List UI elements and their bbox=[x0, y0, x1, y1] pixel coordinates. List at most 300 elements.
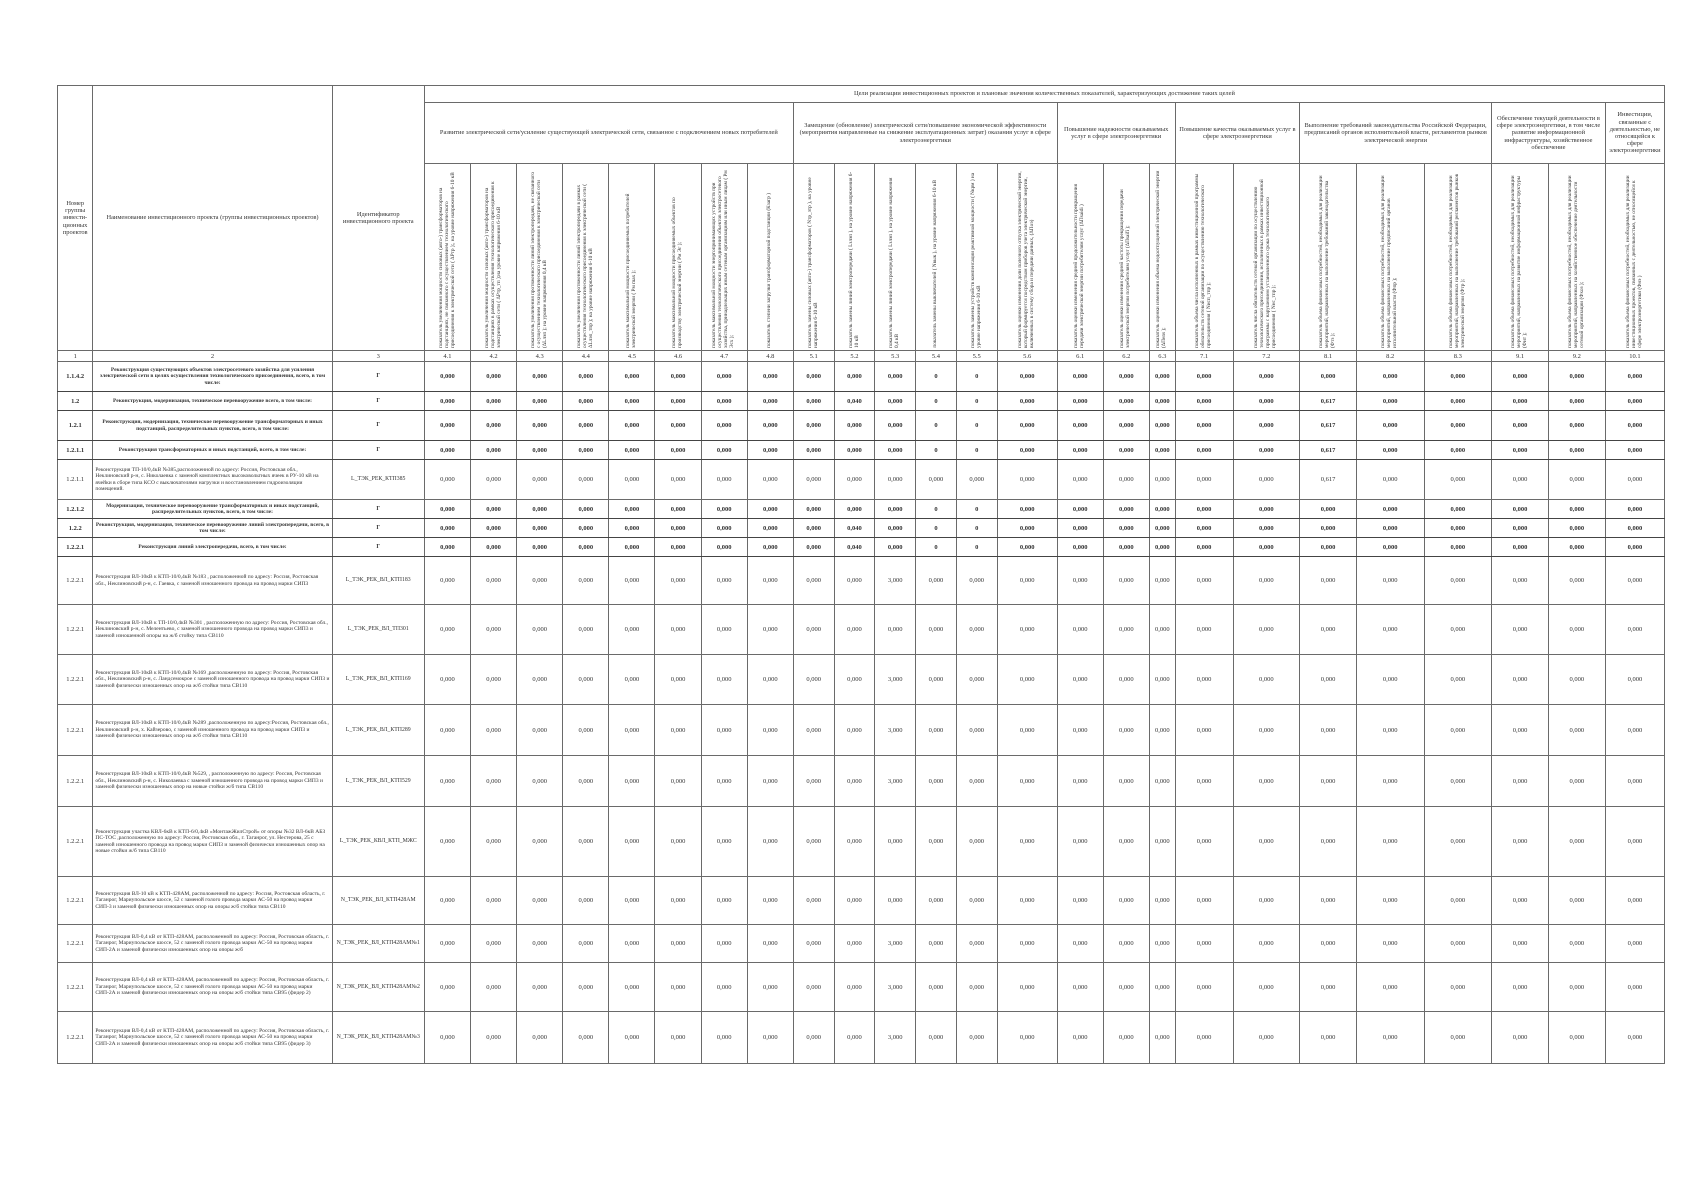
row-project-id: Г bbox=[332, 441, 424, 460]
row-value-cell: 0,000 bbox=[1605, 925, 1664, 963]
header-goal-group: Повышение качества оказываемых услуг в сфере электроэнергетики bbox=[1175, 103, 1299, 164]
row-value-cell: 0,000 bbox=[1233, 925, 1300, 963]
row-value-cell: 0,000 bbox=[701, 756, 747, 807]
row-value-cell: 0,040 bbox=[834, 392, 875, 411]
row-value-cell: 0,000 bbox=[956, 705, 997, 756]
row-value-cell: 0,000 bbox=[1548, 519, 1605, 538]
row-value-cell: 0 bbox=[916, 519, 957, 538]
header-indicator-cell bbox=[1103, 164, 1149, 351]
row-value-cell: 0,000 bbox=[793, 519, 834, 538]
row-value-cell: 0,000 bbox=[1233, 392, 1300, 411]
row-value-cell: 0,000 bbox=[1300, 756, 1357, 807]
row-value-cell: 0,000 bbox=[609, 705, 655, 756]
row-value-cell: 0,000 bbox=[655, 807, 701, 877]
row-value-cell: 0,000 bbox=[1103, 807, 1149, 877]
row-value-cell: 0,000 bbox=[701, 705, 747, 756]
row-value-cell: 0,000 bbox=[875, 460, 916, 500]
row-value-cell: 0,000 bbox=[1233, 655, 1300, 705]
header-indicator-label: показатель замены линий электропередачи ( Lзлэп ), на уровне напряжения 6-10 кВ bbox=[847, 171, 860, 348]
row-value-cell: 0,000 bbox=[424, 655, 470, 705]
row-value-cell: 0 bbox=[956, 411, 997, 441]
row-value-cell: 0,000 bbox=[997, 411, 1057, 441]
row-value-cell: 0,000 bbox=[655, 441, 701, 460]
row-value-cell: 0,000 bbox=[1356, 519, 1424, 538]
row-value-cell: 0,000 bbox=[424, 362, 470, 392]
column-number: 9.2 bbox=[1548, 351, 1605, 362]
row-value-cell: 0,000 bbox=[424, 1012, 470, 1064]
column-number: 2 bbox=[93, 351, 332, 362]
row-value-cell: 0,000 bbox=[1057, 538, 1103, 557]
row-value-cell: 0,000 bbox=[834, 500, 875, 519]
row-value-cell: 0 bbox=[956, 519, 997, 538]
row-value-cell: 0,000 bbox=[609, 557, 655, 605]
row-value-cell: 0,000 bbox=[1057, 557, 1103, 605]
row-group-number: 1.2.1.2 bbox=[58, 500, 93, 519]
row-project-name: Реконструкция ВЛ-10 кВ к КТП-428АМ, расположенной по адресу: Россия, Ростовская область, г. Таганрог, Мариупольское шоссе, 52 с заменой голого провода марки АС-50 на провод марки СИП-3 и заменой физически изношенных опор на опоры ж/б стойки типа СВ110 bbox=[93, 877, 332, 925]
row-value-cell: 0,000 bbox=[1424, 605, 1492, 655]
row-value-cell: 0,000 bbox=[1057, 756, 1103, 807]
row-value-cell: 0 bbox=[956, 362, 997, 392]
row-value-cell: 0,000 bbox=[916, 605, 957, 655]
row-value-cell: 0,000 bbox=[1548, 362, 1605, 392]
row-value-cell: 0,000 bbox=[655, 605, 701, 655]
row-value-cell: 0 bbox=[916, 362, 957, 392]
row-value-cell: 0,000 bbox=[1057, 605, 1103, 655]
row-value-cell: 0,000 bbox=[1424, 538, 1492, 557]
row-value-cell: 0,000 bbox=[956, 655, 997, 705]
row-value-cell: 0,000 bbox=[747, 925, 793, 963]
header-indicator-cell bbox=[609, 164, 655, 351]
row-value-cell: 0,000 bbox=[1103, 411, 1149, 441]
row-project-name: Реконструкция ТП-10/0,4кВ №385,расположенной по адресу: Россия, Ростовская обл., Неклиновский р-н, с. Николаевка с заменой комплектных высоковольтных ячеек в РУ-10 кВ на ячейки в сборе типа КСО с выключателями нагрузки и восстановлением гидроизоляции помещений. bbox=[93, 460, 332, 500]
row-value-cell: 0,000 bbox=[1605, 655, 1664, 705]
row-value-cell: 0,000 bbox=[834, 655, 875, 705]
row-value-cell: 0,000 bbox=[793, 392, 834, 411]
row-value-cell: 0,000 bbox=[875, 807, 916, 877]
row-value-cell: 0,000 bbox=[875, 605, 916, 655]
row-project-id: N_ТЭК_РЕК_ВЛ_КТП428АМ№3 bbox=[332, 1012, 424, 1064]
row-value-cell: 0,000 bbox=[1300, 362, 1357, 392]
row-value-cell: 0,000 bbox=[1103, 538, 1149, 557]
row-value-cell: 0,000 bbox=[424, 877, 470, 925]
row-value-cell: 0,000 bbox=[701, 441, 747, 460]
row-value-cell: 0,000 bbox=[655, 500, 701, 519]
row-value-cell: 0,000 bbox=[834, 1012, 875, 1064]
header-indicator-label: показатель максимальной мощности энергопринимающих устройств при осуществлении технологического присоединения объектов электросетевого хозяйства, принадлежащих иным сетевым организациям или иным лицам ( Pм Эсх ); bbox=[711, 170, 736, 348]
row-value-cell: 0,000 bbox=[424, 705, 470, 756]
row-value-cell: 0,000 bbox=[517, 500, 563, 519]
row-value-cell: 0,000 bbox=[424, 557, 470, 605]
row-value-cell: 0,000 bbox=[1548, 460, 1605, 500]
row-value-cell: 0,000 bbox=[793, 655, 834, 705]
row-value-cell: 0,000 bbox=[655, 705, 701, 756]
row-value-cell: 0,000 bbox=[701, 963, 747, 1012]
row-value-cell: 0,000 bbox=[1548, 500, 1605, 519]
row-group-number: 1.2.2.1 bbox=[58, 963, 93, 1012]
row-value-cell: 0,000 bbox=[1103, 362, 1149, 392]
column-number: 4.8 bbox=[747, 351, 793, 362]
row-value-cell: 0,000 bbox=[1605, 1012, 1664, 1064]
row-value-cell: 0,000 bbox=[609, 605, 655, 655]
row-value-cell: 0,000 bbox=[1424, 519, 1492, 538]
row-value-cell: 0,000 bbox=[1605, 500, 1664, 519]
row-value-cell: 0,000 bbox=[1605, 557, 1664, 605]
row-value-cell: 0,000 bbox=[834, 411, 875, 441]
row-value-cell: 0,000 bbox=[470, 441, 516, 460]
row-value-cell: 0,000 bbox=[793, 963, 834, 1012]
row-value-cell: 0,000 bbox=[1424, 925, 1492, 963]
column-number: 5.2 bbox=[834, 351, 875, 362]
column-number: 4.5 bbox=[609, 351, 655, 362]
header-indicator-label: показатель объема финансовых потребностей, необходимых для реализации мероприятий, направленных на хозяйственное обеспечение деятельности сетевой организации (Фхоз ); bbox=[1566, 175, 1585, 348]
header-indicator-label: показатель объема финансовых потребностей, необходимых для реализации мероприятий, направленных на выполнение предписаний органов исполнительной власти (Фпр ); bbox=[1380, 175, 1399, 348]
row-value-cell: 0,000 bbox=[1300, 925, 1357, 963]
table-row bbox=[58, 1012, 1665, 1064]
row-value-cell: 0,000 bbox=[1057, 362, 1103, 392]
row-value-cell: 0,000 bbox=[1605, 362, 1664, 392]
row-value-cell: 0,000 bbox=[1300, 557, 1357, 605]
row-value-cell: 0,000 bbox=[997, 441, 1057, 460]
header-goal-group: Замещение (обновление) электрической сети/повышение экономической эффективности (мероприятия направленные на снижение эксплуатационных затрат) оказания услуг в сфере электроэнергетики bbox=[793, 103, 1057, 164]
table-row bbox=[58, 705, 1665, 756]
header-indicator-label: показатель увеличения протяженности линий электропередачи, не связанного с осуществлением технологического присоединения к электрической сети (ΔLлэп ); на уровне напряжения 0,4 кВ bbox=[529, 172, 548, 348]
row-value-cell: 0,000 bbox=[563, 925, 609, 963]
row-value-cell: 0,000 bbox=[701, 877, 747, 925]
column-number: 5.1 bbox=[793, 351, 834, 362]
row-value-cell: 0,000 bbox=[609, 655, 655, 705]
row-project-id: L_ТЭК_РЕК_ВЛ_КТП183 bbox=[332, 557, 424, 605]
row-value-cell: 0,000 bbox=[470, 500, 516, 519]
row-value-cell: 0,000 bbox=[1424, 557, 1492, 605]
row-value-cell: 0,000 bbox=[424, 392, 470, 411]
row-project-id: L_ТЭК_РЕК_ВЛ_КТП289 bbox=[332, 705, 424, 756]
row-value-cell: 0,000 bbox=[1548, 705, 1605, 756]
row-value-cell: 0,000 bbox=[793, 705, 834, 756]
row-value-cell: 0,000 bbox=[1300, 1012, 1357, 1064]
column-number: 4.6 bbox=[655, 351, 701, 362]
header-indicator-label: показатель объема финансовых потребностей, необходимых для реализации инвестиционных проектов, связанных с деятельностью, не относящейся к сфере электроэнергетики (Фнэ ) bbox=[1625, 175, 1643, 348]
row-group-number: 1.2.2.1 bbox=[58, 605, 93, 655]
row-value-cell: 0,000 bbox=[609, 1012, 655, 1064]
row-value-cell: 0,000 bbox=[793, 441, 834, 460]
row-value-cell: 0,000 bbox=[1057, 1012, 1103, 1064]
row-value-cell: 0,000 bbox=[1057, 705, 1103, 756]
header-indicator-cell bbox=[916, 164, 957, 351]
row-value-cell: 0,000 bbox=[1424, 877, 1492, 925]
header-indicator-cell bbox=[655, 164, 701, 351]
row-value-cell: 0,000 bbox=[997, 756, 1057, 807]
header-indicator-label: показатель объема финансовых потребностей, необходимых для реализации мероприятий, направленных на выполнение требований законодательства (Фтз ); bbox=[1318, 175, 1336, 348]
row-value-cell: 0,000 bbox=[1233, 538, 1300, 557]
row-value-cell: 0,000 bbox=[609, 392, 655, 411]
row-project-name: Реконструкция трансформаторных и иных подстанций, всего, в том числе: bbox=[93, 441, 332, 460]
row-value-cell: 0,000 bbox=[470, 362, 516, 392]
row-group-number: 1.2.1.1 bbox=[58, 441, 93, 460]
row-value-cell: 0,000 bbox=[1149, 519, 1175, 538]
column-number: 5.3 bbox=[875, 351, 916, 362]
row-value-cell: 0 bbox=[916, 392, 957, 411]
row-value-cell: 0,000 bbox=[1103, 877, 1149, 925]
row-value-cell: 0,000 bbox=[1548, 925, 1605, 963]
header-indicator-cell bbox=[1605, 164, 1664, 351]
row-project-id: Г bbox=[332, 538, 424, 557]
row-value-cell: 3,000 bbox=[875, 1012, 916, 1064]
row-value-cell: 0,000 bbox=[1103, 963, 1149, 1012]
header-project-name: Наименование инвестиционного проекта (группы инвестиционных проектов) bbox=[93, 86, 332, 351]
column-number: 5.6 bbox=[997, 351, 1057, 362]
row-value-cell: 0,000 bbox=[1356, 557, 1424, 605]
row-value-cell: 0,000 bbox=[701, 392, 747, 411]
header-indicator-label: показатель оценки изменения объема недоотпущенной электрической энергии (ΔПens ); bbox=[1155, 170, 1168, 348]
row-value-cell: 0,000 bbox=[875, 411, 916, 441]
row-value-cell: 0,000 bbox=[517, 441, 563, 460]
row-value-cell: 0,000 bbox=[1175, 756, 1233, 807]
row-value-cell: 0,000 bbox=[1149, 1012, 1175, 1064]
row-value-cell: 0,000 bbox=[747, 705, 793, 756]
row-value-cell: 0,000 bbox=[1605, 877, 1664, 925]
row-value-cell: 0,000 bbox=[1233, 460, 1300, 500]
row-value-cell: 0,000 bbox=[655, 655, 701, 705]
table-row bbox=[58, 557, 1665, 605]
row-group-number: 1.2.1.1 bbox=[58, 460, 93, 500]
row-value-cell: 0,000 bbox=[1548, 441, 1605, 460]
row-value-cell: 0,000 bbox=[1149, 963, 1175, 1012]
row-value-cell: 0,000 bbox=[834, 460, 875, 500]
row-value-cell: 0,000 bbox=[1492, 925, 1549, 963]
row-project-name: Реконструкция существующих объектов электросетевого хозяйства для усиления электрической сети в целях осуществления технологического присоединения, всего, в том числе: bbox=[93, 362, 332, 392]
row-value-cell: 0,000 bbox=[1103, 460, 1149, 500]
row-value-cell: 0,000 bbox=[1548, 1012, 1605, 1064]
row-value-cell: 0,000 bbox=[1233, 605, 1300, 655]
table-row bbox=[58, 441, 1665, 460]
row-value-cell: 0 bbox=[916, 441, 957, 460]
row-value-cell: 0,000 bbox=[875, 441, 916, 460]
row-value-cell: 0,000 bbox=[875, 877, 916, 925]
row-value-cell: 0,000 bbox=[517, 877, 563, 925]
row-value-cell: 0,000 bbox=[1548, 655, 1605, 705]
row-value-cell: 0,000 bbox=[834, 557, 875, 605]
column-number: 6.2 bbox=[1103, 351, 1149, 362]
row-value-cell: 0,000 bbox=[956, 756, 997, 807]
row-value-cell: 3,000 bbox=[875, 705, 916, 756]
row-value-cell: 0,000 bbox=[1492, 877, 1549, 925]
row-value-cell: 0,000 bbox=[563, 705, 609, 756]
row-value-cell: 0,000 bbox=[563, 877, 609, 925]
row-project-name: Реконструкция ВЛ-10кВ к КТП-10/0,4кВ №529, , расположенную по адресу: Россия, Ростовская обл., Неклиновский р-н, с. Николаевка с заменой изношенного провода на провод марки СИП3 и заменой физически изношенных опор на новые стойки ж/б типа СВ110 bbox=[93, 756, 332, 807]
table-row bbox=[58, 519, 1665, 538]
row-value-cell: 0,000 bbox=[1149, 877, 1175, 925]
row-value-cell: 0,000 bbox=[747, 756, 793, 807]
header-indicator-label: показатель объема финансовых потребностей, необходимых для реализации мероприятий, направленных на развитие информационной инфраструктуры (Фит ); bbox=[1510, 175, 1528, 348]
row-value-cell: 0,000 bbox=[701, 538, 747, 557]
row-value-cell: 0,000 bbox=[1149, 460, 1175, 500]
row-value-cell: 0,000 bbox=[517, 392, 563, 411]
row-value-cell: 0,000 bbox=[1548, 807, 1605, 877]
column-number: 8.3 bbox=[1424, 351, 1492, 362]
row-value-cell: 0,000 bbox=[956, 1012, 997, 1064]
row-group-number: 1.2 bbox=[58, 392, 93, 411]
row-project-id: L_ТЭК_РЕК_КВЛ_КТП_МЖС bbox=[332, 807, 424, 877]
row-value-cell: 0,000 bbox=[563, 392, 609, 411]
header-indicator-label: показатель объема финансовых потребностей, необходимых для реализации мероприятий, направленных на выполнение требований регламентов рынков электрической энергии (Фтр ); bbox=[1447, 173, 1466, 348]
row-value-cell: 0,000 bbox=[956, 807, 997, 877]
row-value-cell: 0,000 bbox=[916, 460, 957, 500]
row-value-cell: 0,000 bbox=[834, 756, 875, 807]
row-value-cell: 0,000 bbox=[997, 538, 1057, 557]
row-value-cell: 0,000 bbox=[701, 1012, 747, 1064]
row-value-cell: 0,000 bbox=[1233, 877, 1300, 925]
row-value-cell: 0,000 bbox=[997, 362, 1057, 392]
row-value-cell: 0,000 bbox=[655, 460, 701, 500]
row-value-cell: 0,000 bbox=[1492, 756, 1549, 807]
row-value-cell: 0,000 bbox=[1057, 460, 1103, 500]
header-indicator-label: показатель оценки изменения доли полезного отпуска электрической энергии, который формируется посредством приборов учета электрической энергии, включенных в систему сбора и передачи данных, (ΔПоэ) bbox=[1017, 171, 1036, 348]
header-goal-group: Выполнение требований законодательства Российской Федерации, предписаний органов исполнительной власти, регламентов рынков электрической энергии bbox=[1300, 103, 1492, 164]
row-value-cell: 0,000 bbox=[747, 605, 793, 655]
header-indicator-cell bbox=[956, 164, 997, 351]
row-value-cell: 0,000 bbox=[956, 460, 997, 500]
column-number: 3 bbox=[332, 351, 424, 362]
row-value-cell: 0,000 bbox=[517, 460, 563, 500]
table-row bbox=[58, 460, 1665, 500]
row-value-cell: 0,000 bbox=[747, 807, 793, 877]
header-indicator-label: показатель оценки изменения средней частоты прекращения передачи электрической энергии потребителям услуг (ΔПsaifi ); bbox=[1119, 189, 1132, 348]
row-value-cell: 0,000 bbox=[1057, 925, 1103, 963]
row-value-cell: 0,000 bbox=[1103, 756, 1149, 807]
header-goal-group: Развитие электрической сети/усиление существующей электрической сети, связанное с подключением новых потребителей bbox=[424, 103, 793, 164]
row-group-number: 1.2.2.1 bbox=[58, 925, 93, 963]
row-value-cell: 0,000 bbox=[997, 877, 1057, 925]
row-value-cell: 0,000 bbox=[701, 460, 747, 500]
row-value-cell: 0,000 bbox=[747, 538, 793, 557]
row-value-cell: 0,000 bbox=[1103, 519, 1149, 538]
table-row bbox=[58, 807, 1665, 877]
row-value-cell: 0,000 bbox=[747, 655, 793, 705]
row-value-cell: 0,000 bbox=[1103, 392, 1149, 411]
row-value-cell: 0,000 bbox=[793, 1012, 834, 1064]
row-value-cell: 0,000 bbox=[793, 538, 834, 557]
row-value-cell: 0,000 bbox=[747, 392, 793, 411]
row-project-name: Реконструкция участка КВЛ-6кВ к КТП-6/0,4кВ «МонтажЖилСтрой» от опоры №32 ВЛ-6кВ АБЗ ПС-ТОС ,расположенную по адресу: Россия, Ростовская обл., г. Таганрог, ул. Нестерова, 25 с заменой изношенного провода на провод марки СИП3 и заменой физически изношенных опор на новые стойки ж/б типа СВ110 bbox=[93, 807, 332, 877]
header-group-number: Номер группы инвести-ционных проектов bbox=[58, 86, 93, 351]
row-value-cell: 0,000 bbox=[470, 925, 516, 963]
row-value-cell: 0,000 bbox=[1300, 807, 1357, 877]
row-value-cell: 0,000 bbox=[424, 538, 470, 557]
row-value-cell: 0,000 bbox=[747, 441, 793, 460]
header-indicator-cell bbox=[1175, 164, 1233, 351]
column-number: 6.1 bbox=[1057, 351, 1103, 362]
row-value-cell: 0,000 bbox=[997, 1012, 1057, 1064]
row-value-cell: 0,000 bbox=[1300, 500, 1357, 519]
header-indicator-label: показатель замены линий электропередачи ( Lзлэп ), на уровне напряжения 0,4 кВ bbox=[888, 177, 901, 348]
row-value-cell: 0,000 bbox=[1233, 807, 1300, 877]
column-number: 9.1 bbox=[1492, 351, 1549, 362]
row-project-id: L_ТЭК_РЕК_ВЛ_ТП301 bbox=[332, 605, 424, 655]
row-value-cell: 0,000 bbox=[1057, 963, 1103, 1012]
row-value-cell: 0,000 bbox=[655, 963, 701, 1012]
row-value-cell: 0,000 bbox=[1103, 925, 1149, 963]
header-indicator-cell bbox=[1233, 164, 1300, 351]
row-value-cell: 0,000 bbox=[1356, 807, 1424, 877]
row-value-cell: 0,000 bbox=[470, 877, 516, 925]
row-value-cell: 0,000 bbox=[875, 362, 916, 392]
column-number: 4.2 bbox=[470, 351, 516, 362]
row-value-cell: 0,000 bbox=[1492, 411, 1549, 441]
row-value-cell: 0,000 bbox=[956, 877, 997, 925]
row-value-cell: 0,000 bbox=[1300, 963, 1357, 1012]
row-value-cell: 0,000 bbox=[916, 756, 957, 807]
row-value-cell: 0,000 bbox=[997, 925, 1057, 963]
row-value-cell: 0,000 bbox=[609, 460, 655, 500]
header-indicator-label: показатель замены силовых (авто-) трансформаторов ( Nтр_зтр ), на уровне напряжения 6-10 кВ bbox=[806, 177, 819, 348]
row-value-cell: 0,000 bbox=[517, 362, 563, 392]
row-value-cell: 0,000 bbox=[834, 925, 875, 963]
row-value-cell: 0,000 bbox=[517, 605, 563, 655]
row-value-cell: 0,000 bbox=[1233, 756, 1300, 807]
row-project-name: Реконструкция, модернизация, техническое перевооружение линий электропередачи, всего, в том числе: bbox=[93, 519, 332, 538]
row-value-cell: 0,617 bbox=[1300, 411, 1357, 441]
row-group-number: 1.2.2 bbox=[58, 519, 93, 538]
row-value-cell: 0,000 bbox=[1548, 411, 1605, 441]
row-value-cell: 0,000 bbox=[1605, 538, 1664, 557]
row-value-cell: 0,000 bbox=[1356, 411, 1424, 441]
row-value-cell: 0,000 bbox=[1057, 519, 1103, 538]
row-value-cell: 0,000 bbox=[470, 557, 516, 605]
table-row bbox=[58, 925, 1665, 963]
row-value-cell: 0,000 bbox=[793, 362, 834, 392]
row-value-cell: 0,000 bbox=[517, 963, 563, 1012]
row-value-cell: 0,000 bbox=[1175, 411, 1233, 441]
row-value-cell: 0,000 bbox=[1300, 519, 1357, 538]
row-value-cell: 0,000 bbox=[997, 655, 1057, 705]
row-value-cell: 0,000 bbox=[916, 705, 957, 756]
row-value-cell: 0,000 bbox=[517, 925, 563, 963]
row-value-cell: 0,000 bbox=[793, 756, 834, 807]
row-value-cell: 0,000 bbox=[1605, 460, 1664, 500]
row-value-cell: 0,000 bbox=[1149, 705, 1175, 756]
row-value-cell: 0,000 bbox=[834, 605, 875, 655]
header-indicator-label: показатель степени загрузки трансформаторной подстанции (Кзагр ) bbox=[766, 193, 773, 348]
column-number: 4.3 bbox=[517, 351, 563, 362]
header-goal-group: Обеспечение текущей деятельности в сфере электроэнергетики, в том числе развитие информационной инфраструктуры, хозяйственное обеспечение bbox=[1492, 103, 1606, 164]
row-value-cell: 0,000 bbox=[563, 538, 609, 557]
column-number: 7.2 bbox=[1233, 351, 1300, 362]
row-value-cell: 0,000 bbox=[701, 605, 747, 655]
row-value-cell: 0,000 bbox=[1175, 655, 1233, 705]
row-value-cell: 0,000 bbox=[1103, 605, 1149, 655]
row-value-cell: 0,000 bbox=[1057, 392, 1103, 411]
row-project-name: Реконструкция, модернизация, техническое перевооружение трансформаторных и иных подстанций, распределительных пунктов, всего, в том числе: bbox=[93, 411, 332, 441]
row-value-cell: 0,000 bbox=[1548, 605, 1605, 655]
row-value-cell: 0,000 bbox=[1149, 756, 1175, 807]
investment-indicators-table bbox=[57, 85, 1665, 1064]
row-value-cell: 0,000 bbox=[701, 655, 747, 705]
row-value-cell: 0,000 bbox=[1103, 500, 1149, 519]
row-value-cell: 0,000 bbox=[997, 519, 1057, 538]
row-value-cell: 0,000 bbox=[701, 362, 747, 392]
row-value-cell: 0,000 bbox=[1424, 756, 1492, 807]
row-value-cell: 0,000 bbox=[609, 807, 655, 877]
row-project-id: L_ТЭК_РЕК_ВЛ_КТП529 bbox=[332, 756, 424, 807]
row-value-cell: 0,000 bbox=[834, 807, 875, 877]
row-value-cell: 0,000 bbox=[609, 441, 655, 460]
row-value-cell: 0,000 bbox=[517, 538, 563, 557]
row-value-cell: 0,000 bbox=[793, 460, 834, 500]
row-value-cell: 0,000 bbox=[1175, 1012, 1233, 1064]
row-value-cell: 0,000 bbox=[563, 655, 609, 705]
row-value-cell: 0,000 bbox=[997, 807, 1057, 877]
row-value-cell: 0,000 bbox=[655, 392, 701, 411]
